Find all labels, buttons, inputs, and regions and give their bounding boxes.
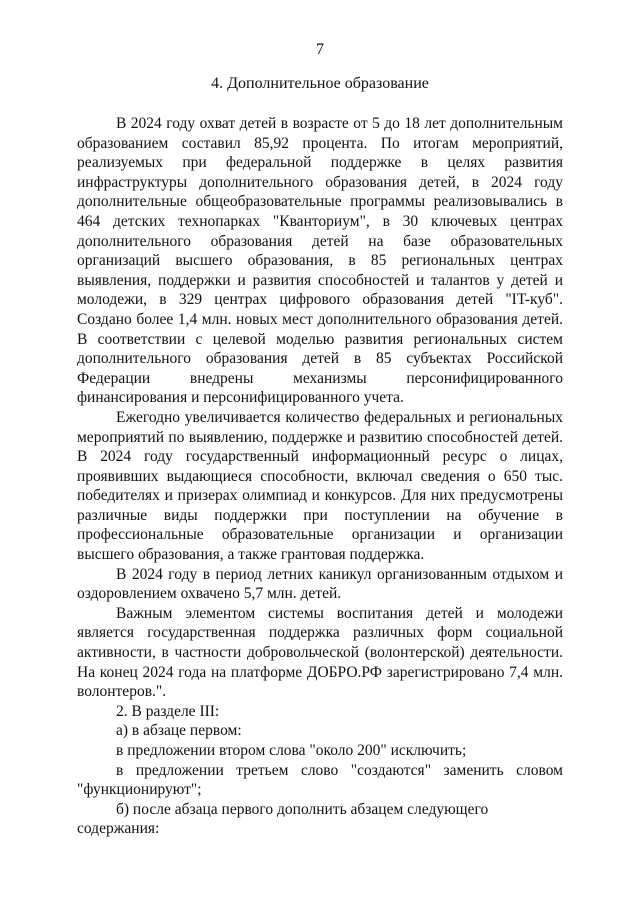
paragraph-first-paragraph-note: а) в абзаце первом:: [116, 722, 242, 740]
paragraph-volunteering: Важным элементом системы воспитания детей и молодежи является государственная поддержка различных форм социальной активности, в частности добровольческой (волонтерской) деятельности. На конец 2024 года на платформе ДОБРО.РФ зарегистрировано 7,4 млн. волонтеров.".: [77, 604, 563, 701]
paragraph-add-paragraph: б) после абзаца первого дополнить абзацем следующего содержания:: [77, 800, 489, 838]
paragraph-summer-recreation: В 2024 году в период летних каникул организованным отдыхом и оздоровлением охвачено 5,7 млн. детей.: [77, 565, 563, 603]
document-body: [77, 114, 563, 839]
paragraph-section-iii: 2. В разделе III:: [116, 702, 220, 720]
paragraph-talent-support: Ежегодно увеличивается количество федеральных и региональных мероприятий по выявлению, поддержке и развитию способностей детей. В 2024 году государственный информационный ресурс о лицах, проявивших выдающиеся способности, включал сведения о 650 тыс. победителях и призерах олимпиад и конкурсов. Для них предусмотрены различные виды поддержки при поступлении на обучение в профессиональные образовательные организации и организации высшего образования, а также грантовая поддержка.: [77, 408, 563, 564]
paragraph-education-coverage: В 2024 году охват детей в возрасте от 5 до 18 лет дополнительным образованием составил 85,92 процента. По итогам мероприятий, реализуемых при федеральной поддержке в целях развития инфраструктуры дополнительного образования детей, в 2024 году дополнительные общеобразовательные программы реализовывались в 464 детских технопарках "Кванториум", в 30 ключевых центрах дополнительного образования детей на базе образовательных организаций высшего образования, в 85 региональных центрах выявления, поддержки и развития способностей и талантов у детей и молодежи, в 329 центрах цифрового образования детей "IT-куб". Создано более 1,4 млн. новых мест дополнительного образования детей. В соответствии с целевой моделью развития региональных систем дополнительного образования детей в 85 субъектах Российской Федерации внедрены механизмы персонифицированного финансирования и персонифицированного учета.: [77, 115, 563, 407]
section-heading: 4. Дополнительное образование: [211, 75, 429, 92]
paragraph-replace-word: в предложении третьем слово "создаются" заменить словом "функционируют";: [77, 761, 563, 799]
page-number: 7: [316, 41, 324, 58]
paragraph-remove-words: в предложении втором слова "около 200" исключить;: [116, 742, 467, 759]
